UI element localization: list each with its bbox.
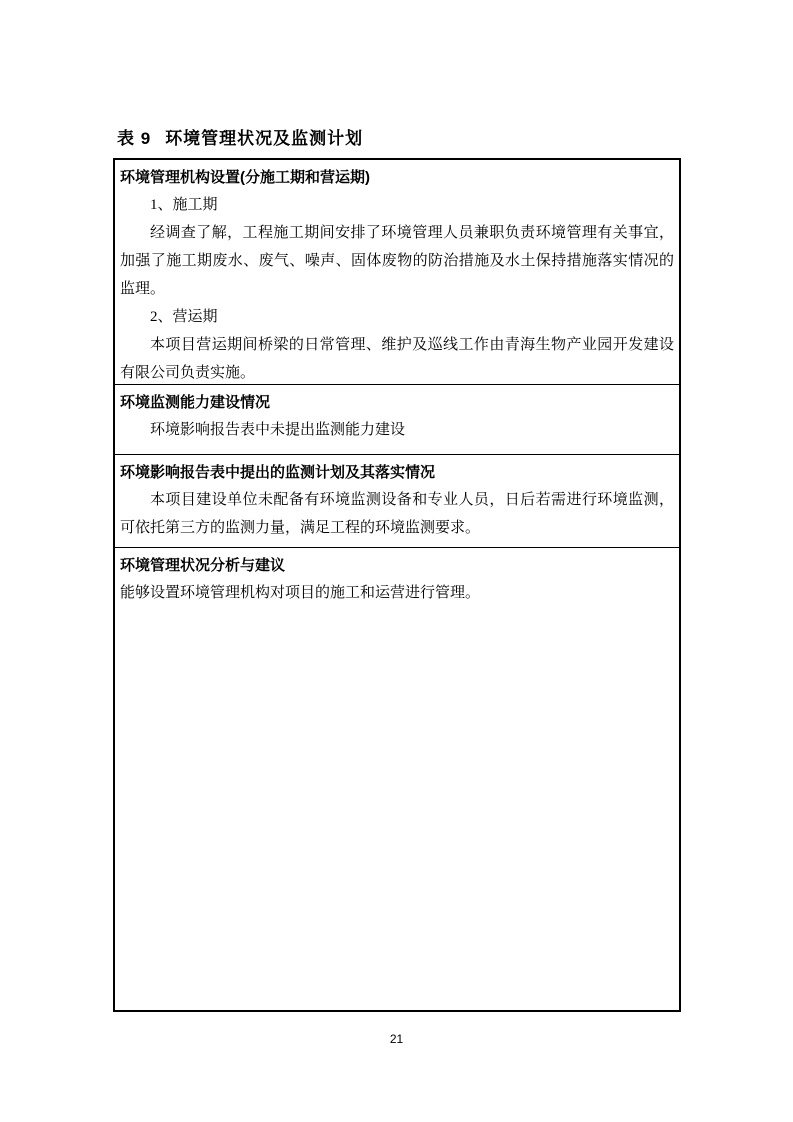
page-number: 21 <box>389 1032 404 1046</box>
paragraph: 经调查了解，工程施工期间安排了环境管理人员兼职负责环境管理有关事宜，加强了施工期废水、废气、噪声、固体废物的防治措施及水土保持措施落实情况的监理。 <box>120 225 674 297</box>
paragraph: 1、施工期 <box>150 197 218 213</box>
paragraph: 2、营运期 <box>150 309 218 325</box>
paragraph: 环境影响报告表中未提出监测能力建设 <box>150 422 406 438</box>
table-title <box>117 128 363 150</box>
section-heading: 环境管理状况分析与建议 <box>120 557 286 574</box>
table-title-text: 环境管理状况及监测计划 <box>165 129 364 148</box>
paragraph: 能够设置环境管理机构对项目的施工和运营进行管理。 <box>120 585 481 601</box>
section-heading: 环境监测能力建设情况 <box>120 394 271 411</box>
section-heading: 环境管理机构设置(分施工期和营运期) <box>120 169 370 186</box>
paragraph: 本项目营运期间桥梁的日常管理、维护及巡线工作由青海生物产业园开发建设有限公司负责实施。 <box>120 337 674 381</box>
section-monitoring-capacity <box>115 384 679 454</box>
section-heading: 环境影响报告表中提出的监测计划及其落实情况 <box>120 464 436 481</box>
section-analysis-suggestion <box>115 547 679 1010</box>
section-monitoring-plan <box>115 454 679 547</box>
paragraph: 本项目建设单位未配备有环境监测设备和专业人员，日后若需进行环境监测，可依托第三方的监测力量，满足工程的环境监测要求。 <box>120 492 674 536</box>
environment-management-table <box>113 158 681 1012</box>
table-title-number: 表 9 <box>117 129 152 148</box>
section-management-setup <box>115 160 679 384</box>
